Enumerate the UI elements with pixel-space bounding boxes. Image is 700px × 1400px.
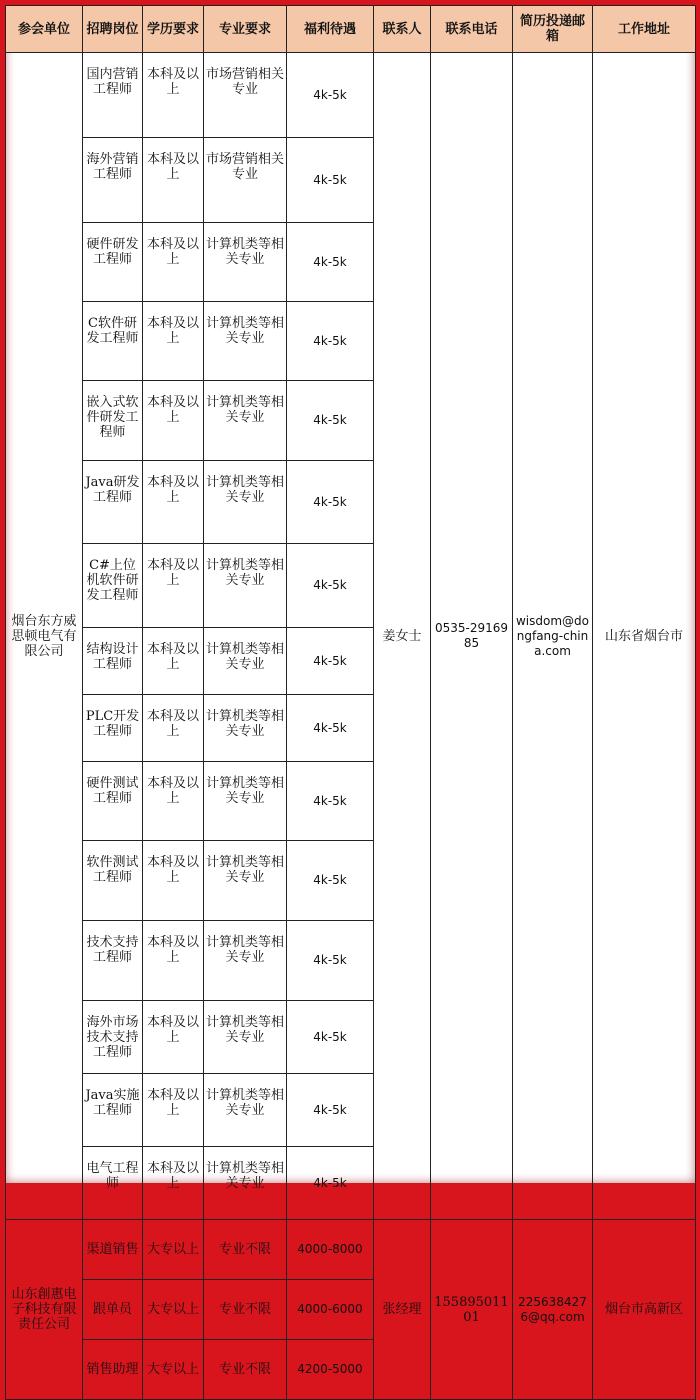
header-company: 参会单位 bbox=[6, 6, 83, 53]
major-cell: 计算机类等相关专业 bbox=[204, 762, 287, 841]
header-education: 学历要求 bbox=[143, 6, 204, 53]
salary-cell: 4000-8000 bbox=[287, 1220, 374, 1280]
education-cell: 本科及以上 bbox=[143, 762, 204, 841]
position-cell: Java实施工程师 bbox=[83, 1074, 143, 1147]
position-cell: 销售助理 bbox=[83, 1340, 143, 1400]
position-cell: 国内营销工程师 bbox=[83, 53, 143, 138]
header-position: 招聘岗位 bbox=[83, 6, 143, 53]
major-cell: 计算机类等相关专业 bbox=[204, 302, 287, 381]
salary-cell: 4k-5k bbox=[287, 1147, 374, 1220]
salary-cell: 4000-6000 bbox=[287, 1280, 374, 1340]
education-cell: 本科及以上 bbox=[143, 1147, 204, 1220]
position-cell: 结构设计工程师 bbox=[83, 628, 143, 695]
major-cell: 计算机类等相关专业 bbox=[204, 628, 287, 695]
header-email: 简历投递邮箱 bbox=[513, 6, 593, 53]
education-cell: 本科及以上 bbox=[143, 1001, 204, 1074]
education-cell: 本科及以上 bbox=[143, 544, 204, 628]
major-cell: 计算机类等相关专业 bbox=[204, 841, 287, 921]
education-cell: 本科及以上 bbox=[143, 138, 204, 223]
education-cell: 本科及以上 bbox=[143, 461, 204, 544]
education-cell: 本科及以上 bbox=[143, 302, 204, 381]
header-contact: 联系人 bbox=[374, 6, 431, 53]
position-cell: 海外市场技术支持工程师 bbox=[83, 1001, 143, 1074]
salary-cell: 4k-5k bbox=[287, 461, 374, 544]
salary-cell: 4k-5k bbox=[287, 302, 374, 381]
position-cell: PLC开发工程师 bbox=[83, 695, 143, 762]
salary-cell: 4k-5k bbox=[287, 762, 374, 841]
position-cell: Java研发工程师 bbox=[83, 461, 143, 544]
major-cell: 专业不限 bbox=[204, 1280, 287, 1340]
position-cell: C软件研发工程师 bbox=[83, 302, 143, 381]
email-cell: wisdom@dongfang-china.com bbox=[513, 53, 593, 1220]
major-cell: 计算机类等相关专业 bbox=[204, 921, 287, 1001]
table-body bbox=[6, 53, 696, 1400]
salary-cell: 4k-5k bbox=[287, 138, 374, 223]
contact-cell: 张经理 bbox=[374, 1220, 431, 1400]
position-cell: 软件测试工程师 bbox=[83, 841, 143, 921]
address-cell: 山东省烟台市 bbox=[593, 53, 696, 1220]
salary-cell: 4200-5000 bbox=[287, 1340, 374, 1400]
major-cell: 专业不限 bbox=[204, 1220, 287, 1280]
major-cell: 计算机类等相关专业 bbox=[204, 544, 287, 628]
table-row bbox=[6, 53, 696, 138]
salary-cell: 4k-5k bbox=[287, 544, 374, 628]
email-cell: 2256384276@qq.com bbox=[513, 1220, 593, 1400]
education-cell: 本科及以上 bbox=[143, 841, 204, 921]
header-major: 专业要求 bbox=[204, 6, 287, 53]
position-cell: 海外营销工程师 bbox=[83, 138, 143, 223]
education-cell: 大专以上 bbox=[143, 1220, 204, 1280]
education-cell: 本科及以上 bbox=[143, 921, 204, 1001]
salary-cell: 4k-5k bbox=[287, 841, 374, 921]
education-cell: 本科及以上 bbox=[143, 695, 204, 762]
salary-cell: 4k-5k bbox=[287, 381, 374, 461]
position-cell: 电气工程师 bbox=[83, 1147, 143, 1220]
major-cell: 计算机类等相关专业 bbox=[204, 695, 287, 762]
position-cell: 跟单员 bbox=[83, 1280, 143, 1340]
contact-cell: 姜女士 bbox=[374, 53, 431, 1220]
major-cell: 市场营销相关专业 bbox=[204, 138, 287, 223]
education-cell: 本科及以上 bbox=[143, 381, 204, 461]
education-cell: 本科及以上 bbox=[143, 223, 204, 302]
salary-cell: 4k-5k bbox=[287, 53, 374, 138]
address-cell: 烟台市高新区 bbox=[593, 1220, 696, 1400]
major-cell: 计算机类等相关专业 bbox=[204, 461, 287, 544]
company-name-cell: 山东創惠电子科技有限责任公司 bbox=[6, 1220, 83, 1400]
education-cell: 本科及以上 bbox=[143, 628, 204, 695]
header-row bbox=[6, 6, 696, 53]
position-cell: 技术支持工程师 bbox=[83, 921, 143, 1001]
position-cell: 硬件研发工程师 bbox=[83, 223, 143, 302]
salary-cell: 4k-5k bbox=[287, 1001, 374, 1074]
major-cell: 计算机类等相关专业 bbox=[204, 1147, 287, 1220]
salary-cell: 4k-5k bbox=[287, 628, 374, 695]
company-name-cell: 烟台东方威思顿电气有限公司 bbox=[6, 53, 83, 1220]
table-row bbox=[6, 1220, 696, 1280]
education-cell: 本科及以上 bbox=[143, 1074, 204, 1147]
header-salary: 福利待遇 bbox=[287, 6, 374, 53]
salary-cell: 4k-5k bbox=[287, 1074, 374, 1147]
major-cell: 计算机类等相关专业 bbox=[204, 223, 287, 302]
position-cell: 渠道销售 bbox=[83, 1220, 143, 1280]
education-cell: 本科及以上 bbox=[143, 53, 204, 138]
major-cell: 市场营销相关专业 bbox=[204, 53, 287, 138]
salary-cell: 4k-5k bbox=[287, 695, 374, 762]
phone-cell: 15589501101 bbox=[431, 1220, 513, 1400]
education-cell: 大专以上 bbox=[143, 1280, 204, 1340]
header-phone: 联系电话 bbox=[431, 6, 513, 53]
salary-cell: 4k-5k bbox=[287, 921, 374, 1001]
header-address: 工作地址 bbox=[593, 6, 696, 53]
position-cell: 硬件测试工程师 bbox=[83, 762, 143, 841]
education-cell: 大专以上 bbox=[143, 1340, 204, 1400]
major-cell: 计算机类等相关专业 bbox=[204, 381, 287, 461]
major-cell: 计算机类等相关专业 bbox=[204, 1074, 287, 1147]
phone-cell: 0535-2916985 bbox=[431, 53, 513, 1220]
major-cell: 计算机类等相关专业 bbox=[204, 1001, 287, 1074]
position-cell: C#上位机软件研发工程师 bbox=[83, 544, 143, 628]
salary-cell: 4k-5k bbox=[287, 223, 374, 302]
position-cell: 嵌入式软件研发工程师 bbox=[83, 381, 143, 461]
major-cell: 专业不限 bbox=[204, 1340, 287, 1400]
job-fair-table bbox=[5, 5, 696, 1400]
